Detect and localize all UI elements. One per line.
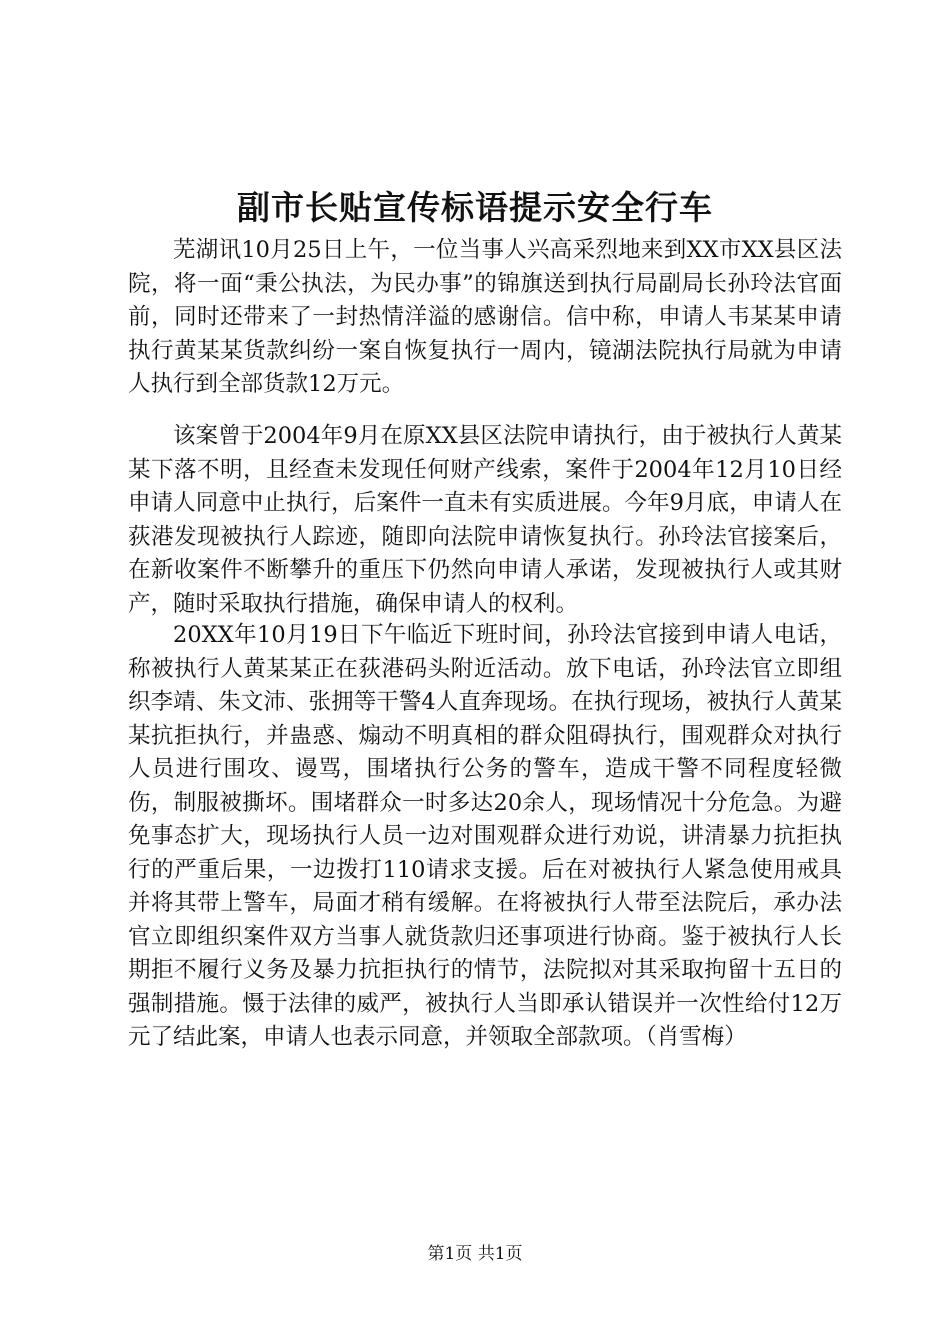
- paragraph-text: 芜湖讯10月25日上午，一位当事人兴高采烈地来到XX市XX县区法院，将一面“秉公执法，为民办事”的锦旗送到执行局副局长孙玲法官面前，同时还带来了一封热情洋溢的感谢信。信中称，申请人韦某某申请执行黄某某货款纠纷一案自恢复执行一周内，镜湖法院执行局就为申请人执行到全部货款12万元。: [128, 237, 842, 397]
- paragraph-3: [128, 619, 842, 1055]
- paragraph-text: 20XX年10月19日下午临近下班时间，孙玲法官接到申请人电话，称被执行人黄某某正在荻港码头附近活动。放下电话，孙玲法官立即组织李靖、朱文沛、张拥等干警4人直奔现场。在执行现场，被执行人黄某某抗拒执行，并蛊惑、煽动不明真相的群众阻碍执行，围观群众对执行人员进行围攻、谩骂，围堵执行公务的警车，造成干警不同程度轻微伤，制服被撕坏。围堵群众一时多达20余人，现场情况十分危急。为避免事态扩大，现场执行人员一边对围观群众进行劝说，讲清暴力抗拒执行的严重后果，一边拨打110请求支援。后在对被执行人紧急使用戒具并将其带上警车，局面才稍有缓解。在将被执行人带至法院后，承办法官立即组织案件双方当事人就货款归还事项进行协商。鉴于被执行人长期拒不履行义务及暴力抗拒执行的情节，法院拟对其采取拘留十五日的强制措施。慑于法律的威严，被执行人当即承认错误并一次性给付12万元了结此案，申请人也表示同意，并领取全部款项。（肖雪梅）: [128, 622, 842, 1050]
- paragraph-1: [128, 234, 842, 402]
- paragraph-2: [128, 420, 842, 621]
- paragraph-text: 该案曾于2004年9月在原XX县区法院申请执行，由于被执行人黄某某下落不明，且经查未发现任何财产线索，案件于2004年12月10日经申请人同意中止执行，后案件一直未有实质进展。今年9月底，申请人在荻港发现被执行人踪迹，随即向法院申请恢复执行。孙玲法官接案后，在新收案件不断攀升的重压下仍然向申请人承诺，发现被执行人或其财产，随时采取执行措施，确保申请人的权利。: [128, 423, 842, 617]
- page-number: 第1页 共1页: [427, 1244, 523, 1264]
- document-title: 副市长贴宣传标语提示安全行车: [237, 188, 713, 227]
